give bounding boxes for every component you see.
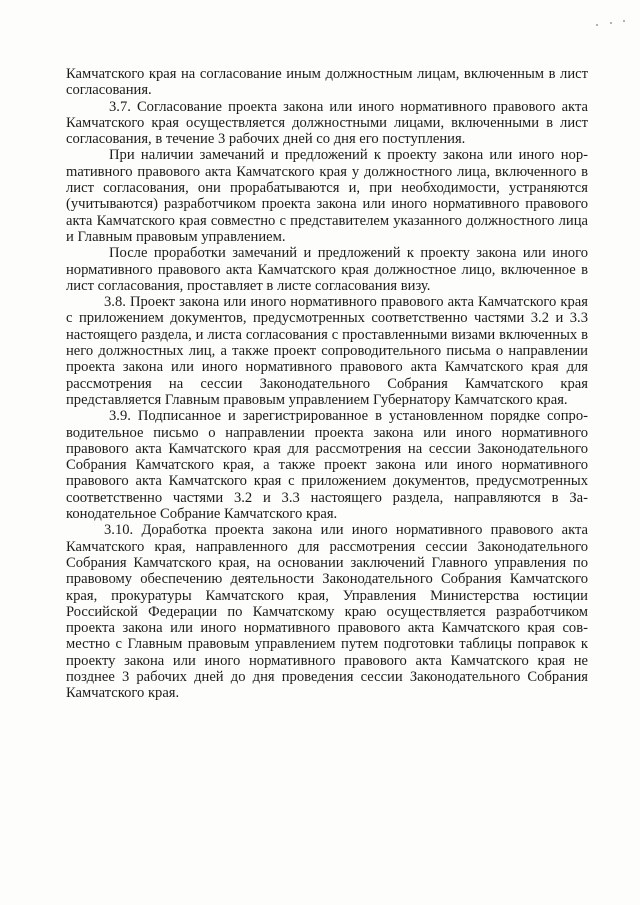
scan-speck <box>610 22 612 24</box>
paragraph-3-8: 3.8. Проект закона или иного нормативного правового акта Камчатского края с приложением документов, предусмотренных соответственно частями 3.2 и 3.3 настоящего раздела, и листа согласования с проставленными визами включенных в него должностных лиц, а также проект сопроводительного письма о направлении проекта закона или иного нормативного правового акта Камчатского края для рассмотрения на сессии Законодательного Собрания Камчатского края представляется Главным правовым управлением Губернатору Камчатского края. <box>66 294 588 408</box>
paragraph-3-9: 3.9. Подписанное и зарегистрированное в установленном порядке сопроводительное письмо о направлении проекта закона или иного нормативного правового акта Камчатского края для рассмотрения на сессии Законодательного Собрания Камчатского края, а также проект закона или иного нормативного правового акта Камчатского края с приложением документов, предусмотренных соответственно частями 3.2 и 3.3 настоящего раздела, направляются в Законодательное Собрание Камчатского края. <box>66 408 588 523</box>
paragraph-continuation: Камчатского края на согласование иным должностным лицам, включенным в лист согласования. <box>66 66 588 99</box>
paragraph-3-10: 3.10. Доработка проекта закона или иного нормативного правового акта Камчатского края, направленного для рассмотрения сессии Законодательного Собрания Камчатского края, на основании заключений Главного управления по правовому обеспечению деятельности Законодательного Собрания Камчатского края, прокуратуры Камчатского края, Управления Министерства юстиции Российской Федерации по Камчатскому краю осуществляется разработчиком проекта закона или иного нормативного правового акта Камчатского края совместно с Главным правовым управлением путем подготовки таблицы поправок к проекту закона или иного нормативного правового акта Камчатского края не позднее 3 рабочих дней до дня проведения сессии Законодательного Собрания Камчатского края. <box>66 522 588 702</box>
document-body <box>66 66 588 702</box>
scan-speck <box>623 20 625 22</box>
scan-speck <box>596 24 598 26</box>
paragraph-3-7: 3.7. Согласование проекта закона или иного нормативного правового акта Камчатского края осуществляется должностными лицами, включенными в лист согласования, в течение 3 рабочих дней со дня его поступления. <box>66 98 588 148</box>
paragraph-after-remarks: После проработки замечаний и предложений к проекту закона или иного нормативного правового акта Камчатского края должностное лицо, включенное в лист согласования, проставляет в листе согласования визу. <box>66 245 588 294</box>
paragraph-remarks: При наличии замечаний и предложений к проекту закона или иного норmативного правового акта Камчатского края у должностного лица, включенного в лист согласования, они прорабатываются и, при необходимости, устраняются (учитываются) разработчиком проекта закона или иного нормативного правового акта Камчатского края совместно с представителем указанного должностного лица и Главным правовым управлением. <box>66 147 588 245</box>
